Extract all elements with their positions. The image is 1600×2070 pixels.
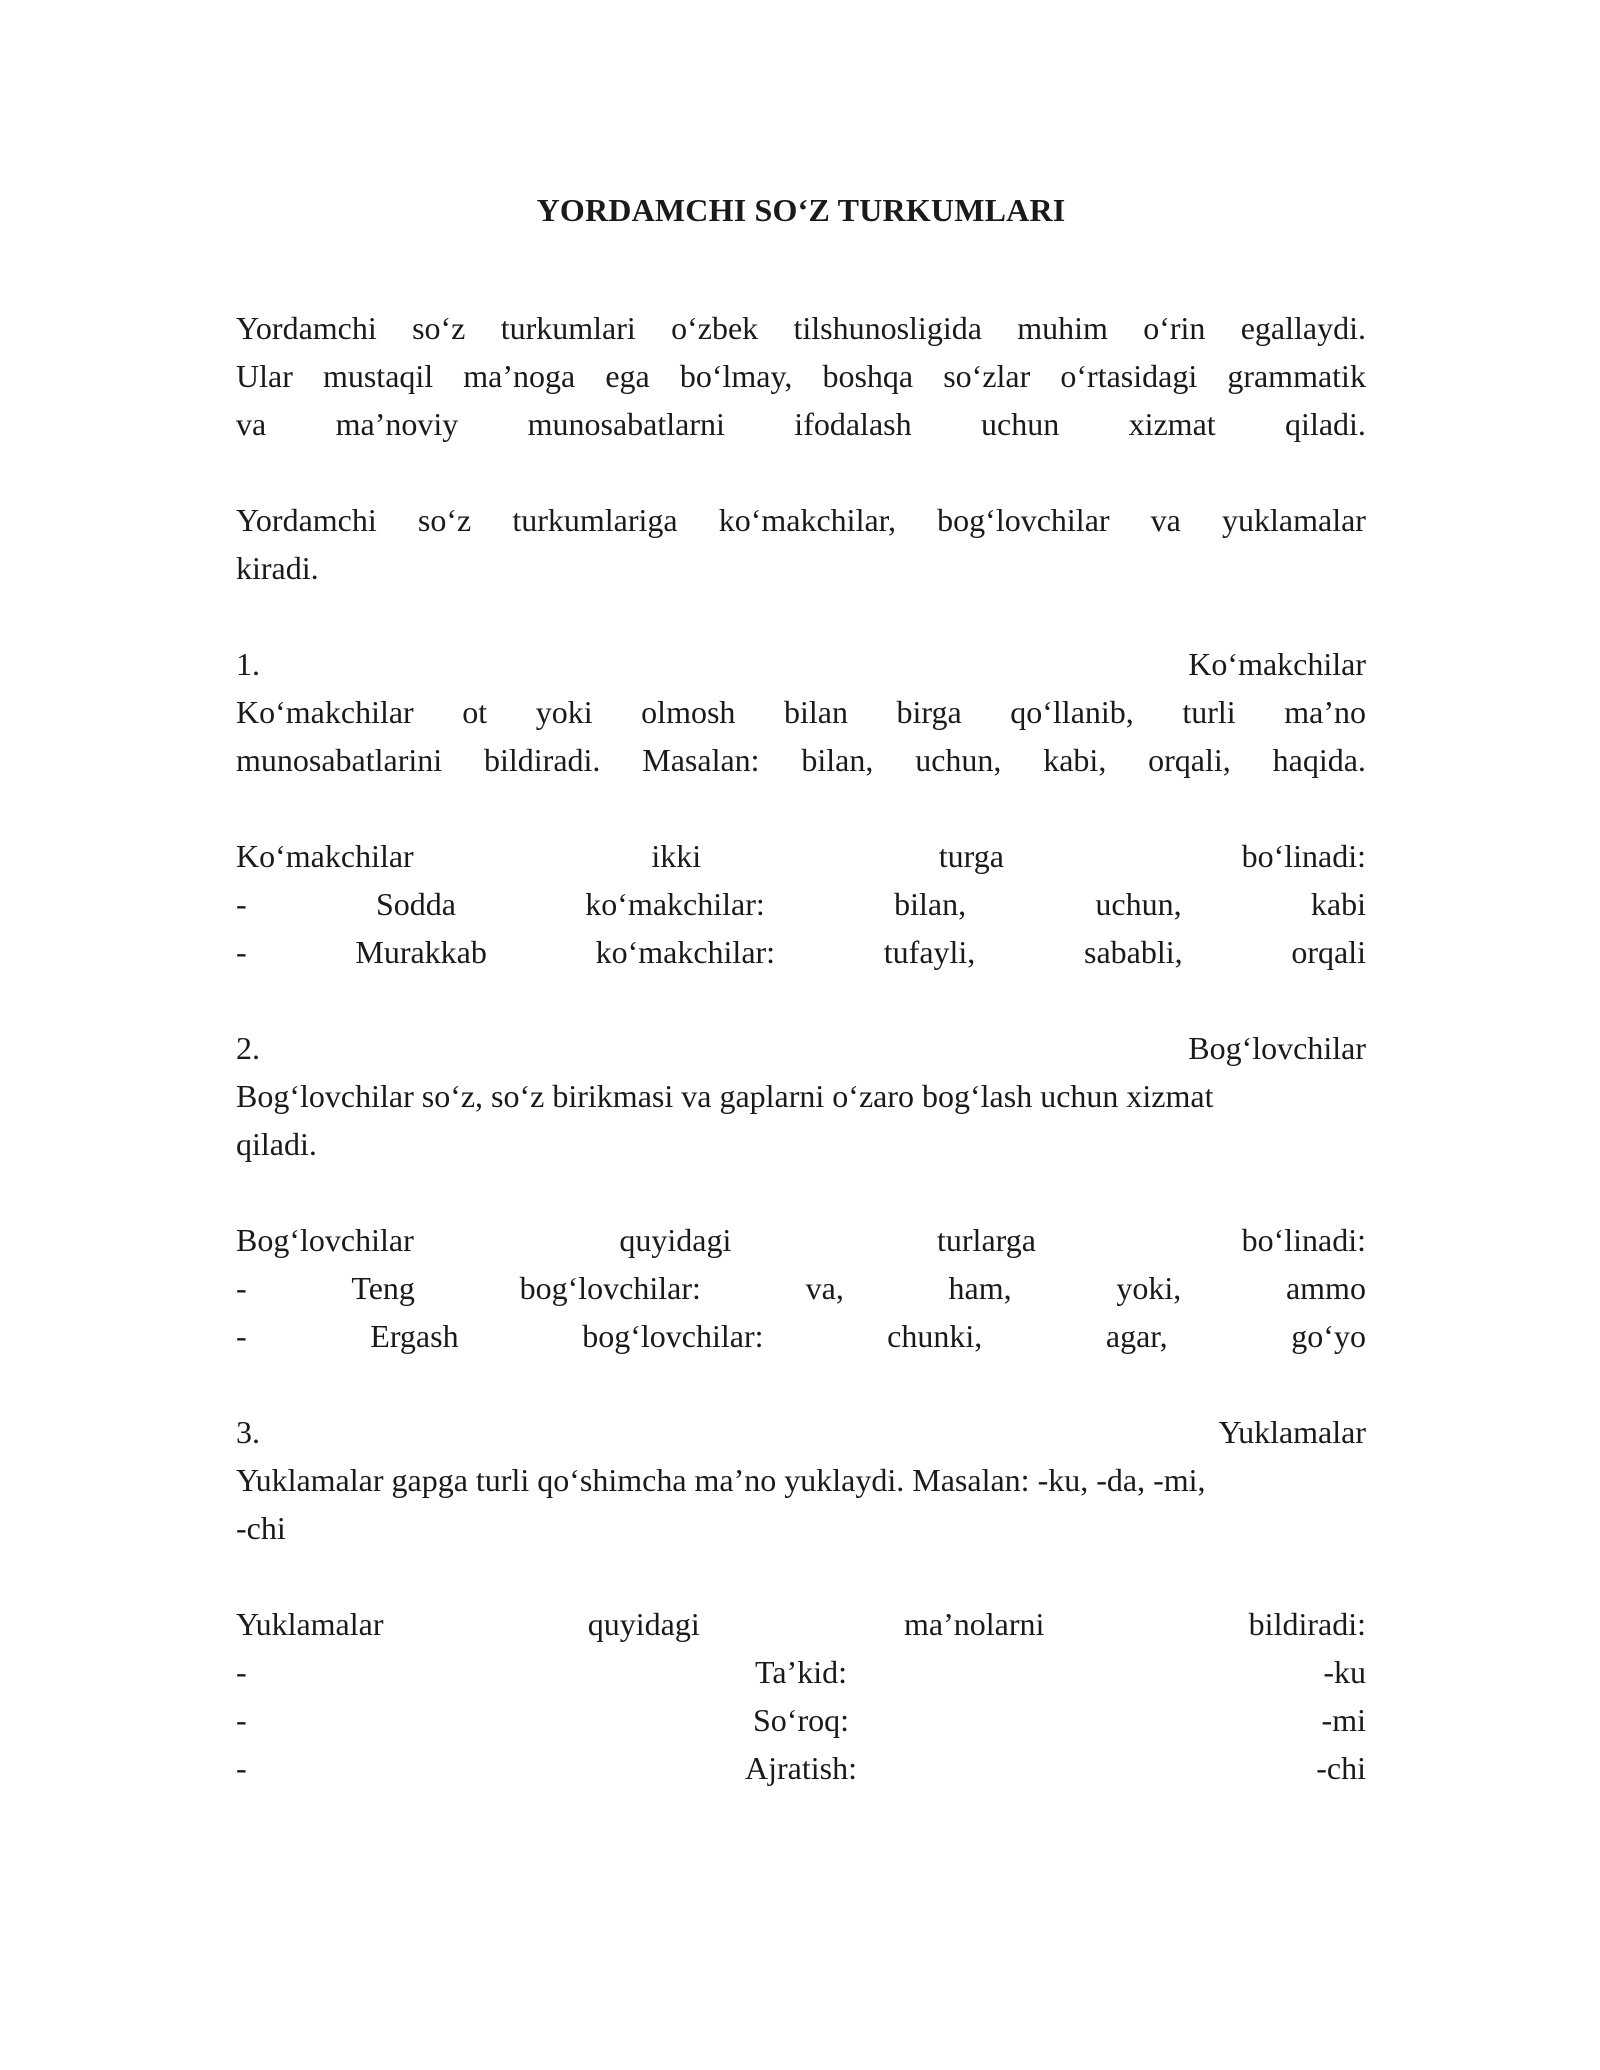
word: quyidagi: [619, 1222, 732, 1258]
section2-heading-row: [236, 1028, 1366, 1068]
word: Ko‘makchilar: [236, 838, 414, 874]
word: -: [236, 1270, 247, 1306]
word: turkumlariga: [512, 502, 678, 538]
word: bog‘lovchilar:: [582, 1318, 764, 1354]
word: bo‘lmay,: [679, 358, 793, 394]
word: Masalan:: [642, 742, 760, 778]
list-label: Ajratish:: [745, 1750, 857, 1786]
word: Sodda: [375, 886, 456, 922]
word: Yordamchi: [236, 502, 377, 538]
word: o‘zbek: [671, 310, 759, 346]
document-title: YORDAMCHI SO‘Z TURKUMLARI: [536, 192, 1066, 228]
word: ham,: [948, 1270, 1012, 1306]
word: orqali: [1291, 934, 1366, 970]
word: turli: [1182, 694, 1236, 730]
list-dash: -: [236, 1750, 247, 1786]
word: xizmat: [1128, 406, 1216, 442]
word: Teng: [351, 1270, 415, 1306]
section3-number: 3.: [236, 1414, 260, 1450]
list-dash: -: [236, 1702, 247, 1738]
word: bildiradi:: [1248, 1606, 1366, 1642]
word: agar,: [1105, 1318, 1168, 1354]
word: mustaqil: [322, 358, 434, 394]
word: Yuklamalar: [236, 1606, 384, 1642]
section2-def-line-2: qiladi.: [236, 1126, 317, 1162]
word: -: [236, 934, 247, 970]
section3-def-line-2: -chi: [236, 1510, 286, 1546]
word: yuklamalar: [1222, 502, 1366, 538]
word: so‘z: [412, 310, 466, 346]
list-value: -mi: [1321, 1702, 1366, 1738]
word: Ular: [236, 358, 293, 394]
word: quyidagi: [587, 1606, 700, 1642]
word: bilan,: [801, 742, 874, 778]
word: va,: [805, 1270, 844, 1306]
section2-item-2: [236, 1316, 1366, 1356]
section3-item-3: [236, 1748, 1366, 1788]
section3-item-1: [236, 1652, 1366, 1692]
word: olmosh: [641, 694, 736, 730]
word: kabi,: [1043, 742, 1107, 778]
word: haqida.: [1272, 742, 1366, 778]
section3-heading-row: [236, 1412, 1366, 1452]
word: bilan,: [894, 886, 967, 922]
word: orqali,: [1148, 742, 1231, 778]
word: muhim: [1017, 310, 1108, 346]
word: so‘z: [417, 502, 472, 538]
list-label: Ta’kid:: [755, 1654, 847, 1690]
word: munosabatlarini: [236, 742, 443, 778]
word: Ko‘makchilar: [236, 694, 414, 730]
word: ko‘makchilar,: [718, 502, 897, 538]
word: uchun: [980, 406, 1060, 442]
word: bog‘lovchilar:: [519, 1270, 701, 1306]
word: kabi: [1310, 886, 1366, 922]
word: qiladi.: [1285, 406, 1366, 442]
word: boshqa: [822, 358, 914, 394]
word: turlarga: [937, 1222, 1036, 1258]
intro-line-1: [236, 308, 1366, 348]
section3-heading: Yuklamalar: [1218, 1414, 1366, 1450]
word: ammo: [1285, 1270, 1366, 1306]
word: ega: [605, 358, 650, 394]
section1-number: 1.: [236, 646, 260, 682]
word: yoki,: [1116, 1270, 1182, 1306]
word: bildiradi.: [484, 742, 601, 778]
word: tilshunosligida: [793, 310, 982, 346]
word: bo‘linadi:: [1241, 838, 1366, 874]
list-value: -ku: [1323, 1654, 1366, 1690]
list-dash: -: [236, 1654, 247, 1690]
word: bo‘linadi:: [1241, 1222, 1366, 1258]
word: o‘rin: [1143, 310, 1206, 346]
word: yoki: [535, 694, 593, 730]
para2-line-2: kiradi.: [236, 550, 319, 586]
word: Ergash: [370, 1318, 459, 1354]
word: va: [236, 406, 267, 442]
word: ma’noviy: [335, 406, 459, 442]
word: bilan: [783, 694, 848, 730]
word: go‘yo: [1291, 1318, 1366, 1354]
word: ko‘makchilar:: [595, 934, 776, 970]
section3-def-line-1: Yuklamalar gapga turli qo‘shimcha ma’no yuklaydi. Masalan: -ku, -da, -mi,: [236, 1462, 1206, 1498]
word: ikki: [651, 838, 702, 874]
para2-line-1: [236, 500, 1366, 540]
section2-types-line: [236, 1220, 1366, 1260]
section1-item-1: [236, 884, 1366, 924]
section1-heading-row: [236, 644, 1366, 684]
word: munosabatlarni: [527, 406, 725, 442]
section2-heading: Bog‘lovchilar: [1188, 1030, 1366, 1066]
section1-heading: Ko‘makchilar: [1188, 646, 1366, 682]
intro-line-3: [236, 404, 1366, 444]
word: -: [236, 886, 247, 922]
section1-item-2: [236, 932, 1366, 972]
word: ifodalash: [794, 406, 912, 442]
word: uchun,: [1095, 886, 1182, 922]
word: ot: [462, 694, 488, 730]
word: turga: [938, 838, 1004, 874]
word: -: [236, 1318, 247, 1354]
section1-types-line: [236, 836, 1366, 876]
intro-line-2: [236, 356, 1366, 396]
section1-def-line-2: [236, 740, 1366, 780]
word: tufayli,: [883, 934, 976, 970]
word: sababli,: [1084, 934, 1183, 970]
word: qo‘llanib,: [1010, 694, 1134, 730]
section2-def-line-1: Bog‘lovchilar so‘z, so‘z birikmasi va gaplarni o‘zaro bog‘lash uchun xizmat: [236, 1078, 1214, 1114]
word: ma’nolarni: [904, 1606, 1045, 1642]
word: ma’noga: [463, 358, 576, 394]
section1-def-line-1: [236, 692, 1366, 732]
word: Yordamchi: [236, 310, 377, 346]
list-value: -chi: [1316, 1750, 1366, 1786]
word: egallaydi.: [1240, 310, 1366, 346]
word: ko‘makchilar:: [585, 886, 765, 922]
word: grammatik: [1227, 358, 1366, 394]
word: va: [1150, 502, 1181, 538]
section3-item-2: [236, 1700, 1366, 1740]
word: uchun,: [915, 742, 1002, 778]
section2-item-1: [236, 1268, 1366, 1308]
word: bog‘lovchilar: [937, 502, 1110, 538]
word: Bog‘lovchilar: [236, 1222, 414, 1258]
word: so‘zlar: [943, 358, 1031, 394]
word: Murakkab: [355, 934, 487, 970]
word: chunki,: [887, 1318, 983, 1354]
section3-types-line: [236, 1604, 1366, 1644]
word: turkumlari: [500, 310, 636, 346]
section2-number: 2.: [236, 1030, 260, 1066]
list-label: So‘roq:: [752, 1702, 849, 1738]
word: ma’no: [1284, 694, 1366, 730]
word: birga: [896, 694, 962, 730]
word: o‘rtasidagi: [1060, 358, 1198, 394]
